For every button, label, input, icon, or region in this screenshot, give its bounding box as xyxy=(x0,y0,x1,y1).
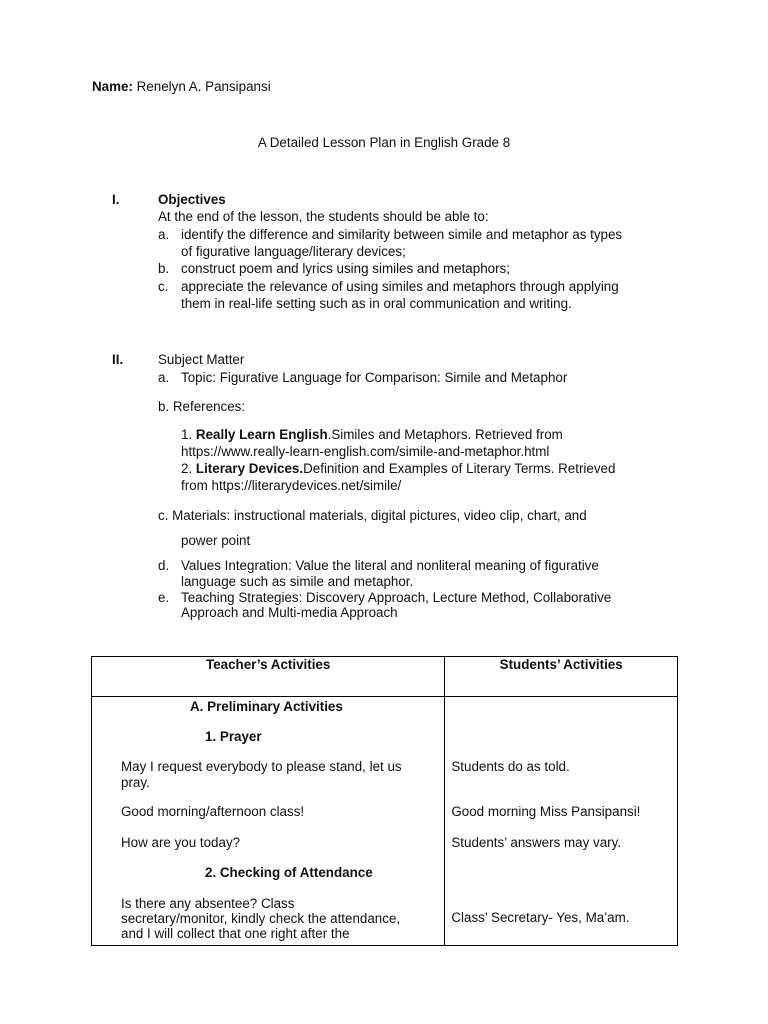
strategies-line2: Approach and Multi-media Approach xyxy=(181,605,398,620)
teacher-attendance-line3: and I will collect that one right after the xyxy=(121,926,350,941)
topic-text: Topic: Figurative Language for Comparison: Simile and Metaphor xyxy=(181,370,568,385)
students-greeting-response: Good morning Miss Pansipansi! xyxy=(451,804,641,819)
reference-2-title: Definition and Examples of Literary Terms. Retrieved xyxy=(303,461,616,476)
teacher-activities-cell xyxy=(92,697,445,946)
teacher-greeting: Good morning/afternoon class! xyxy=(121,804,305,819)
strategies-line1: Teaching Strategies: Discovery Approach, Lecture Method, Collaborative xyxy=(181,590,612,605)
reference-1-title: .Similes and Metaphors. Retrieved from xyxy=(327,427,563,442)
students-activities-header xyxy=(445,657,678,697)
references-label: b. References: xyxy=(158,399,246,414)
teacher-activities-header-text: Teacher’s Activities xyxy=(206,657,331,672)
name-line xyxy=(92,79,271,94)
objective-b-marker: b. xyxy=(158,261,170,276)
objective-c-line2: them in real-life setting such as in oral communication and writing. xyxy=(181,296,572,311)
students-prayer-response: Students do as told. xyxy=(451,759,570,774)
objective-c-marker: c. xyxy=(158,279,169,294)
reference-2-url[interactable]: from https://literarydevices.net/simile/ xyxy=(181,478,402,493)
objective-a-line2: of figurative language/literary devices; xyxy=(181,244,406,259)
preliminary-activities-heading: A. Preliminary Activities xyxy=(190,699,343,714)
topic-marker: a. xyxy=(158,370,170,385)
objective-c-line1: appreciate the relevance of using similes and metaphors through applying xyxy=(181,279,619,294)
activities-table xyxy=(91,656,678,946)
students-activities-header-text: Students’ Activities xyxy=(499,657,623,672)
teacher-prayer-line2: pray. xyxy=(121,775,150,790)
teacher-activities-header xyxy=(92,657,445,697)
objective-b-line1: construct poem and lyrics using similes and metaphors; xyxy=(181,261,510,276)
values-line1: Values Integration: Value the literal and nonliteral meaning of figurative xyxy=(181,558,599,573)
reference-2-line1 xyxy=(181,461,615,476)
objectives-heading: Objectives xyxy=(158,192,226,207)
teacher-prayer-line1: May I request everybody to please stand, let us xyxy=(121,759,402,774)
teacher-attendance-line2: secretary/monitor, kindly check the attendance, xyxy=(121,911,401,926)
objective-a-marker: a. xyxy=(158,227,170,242)
materials-line1: c. Materials: instructional materials, digital pictures, video clip, chart, and xyxy=(158,508,587,523)
reference-1-line1 xyxy=(181,427,563,442)
reference-1-number: 1. xyxy=(181,427,193,442)
reference-2-number: 2. xyxy=(181,461,193,476)
teacher-how-are-you: How are you today? xyxy=(121,835,241,850)
section-one-number: I. xyxy=(112,192,120,207)
reference-1-url[interactable]: https://www.really-learn-english.com/simile-and-metaphor.html xyxy=(181,444,550,459)
name-label: Name: xyxy=(92,79,133,94)
section-two-number: II. xyxy=(112,352,124,367)
page-title: A Detailed Lesson Plan in English Grade 8 xyxy=(257,135,511,150)
name-value: Renelyn A. Pansipansi xyxy=(136,79,271,94)
values-marker: d. xyxy=(158,558,170,573)
subject-matter-heading: Subject Matter xyxy=(158,352,245,367)
reference-1-source: Really Learn English xyxy=(195,427,328,442)
attendance-heading: 2. Checking of Attendance xyxy=(205,865,373,880)
teacher-attendance-line1: Is there any absentee? Class xyxy=(121,896,295,911)
values-line2: language such as simile and metaphor. xyxy=(181,574,414,589)
objective-a-line1: identify the difference and similarity between simile and metaphor as types xyxy=(181,227,623,242)
secretary-attendance-response: Class’ Secretary- Yes, Ma’am. xyxy=(451,910,630,925)
reference-2-source: Literary Devices. xyxy=(195,461,304,476)
objectives-intro: At the end of the lesson, the students should be able to: xyxy=(158,209,489,224)
strategies-marker: e. xyxy=(158,590,170,605)
students-activities-cell xyxy=(445,697,678,946)
students-how-response: Students’ answers may vary. xyxy=(451,835,622,850)
materials-line2: power point xyxy=(181,533,251,548)
prayer-heading: 1. Prayer xyxy=(205,729,262,744)
